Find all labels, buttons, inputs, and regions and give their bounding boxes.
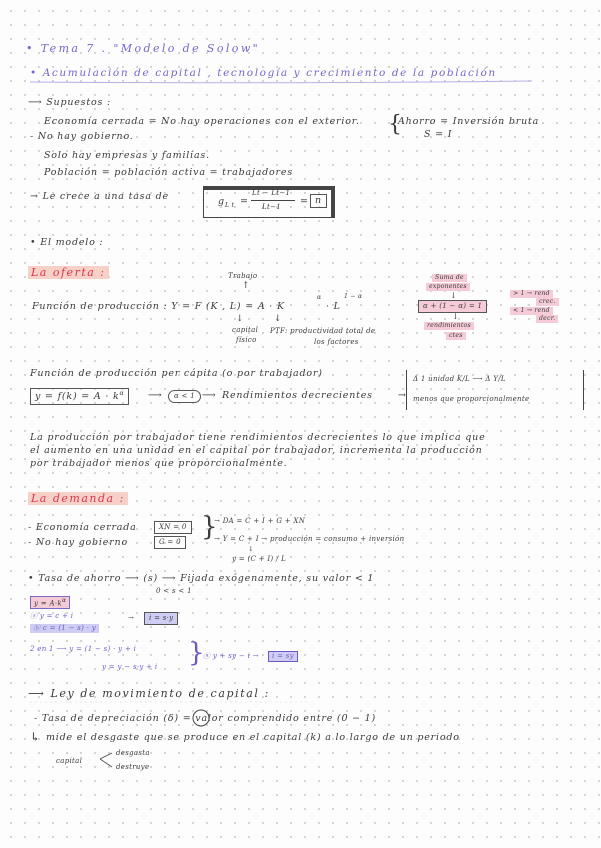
demand-eq-line-3: y = (C + I) / L: [232, 555, 287, 563]
y-eq-text: y = A·k: [34, 599, 62, 608]
label-b-equation: ⓑ c = (1 − s) · y: [30, 624, 99, 633]
paragraph-line-1: La producción por trabajador tiene rendimientos decrecientes lo que implica que: [30, 432, 486, 443]
xn-box: XN = 0: [154, 521, 192, 534]
growth-formula-sub: L t: [225, 202, 235, 209]
only-firms-text: Solo hay empresas y familias.: [44, 150, 210, 161]
arrow-right-icon: →: [398, 390, 407, 401]
growth-rate-text: → Le crece a una tasa de: [30, 191, 169, 202]
page-subtitle: • Acumulación de capital , tecnología y crecimiento de la población: [30, 67, 497, 79]
wears-word: desgasta: [116, 749, 150, 757]
s-equals-i: S = I: [424, 129, 453, 140]
savings-rate-text: • Tasa de ahorro ⟶ (s) ⟶ Fijada exógenamente, su valor < 1: [28, 573, 375, 584]
aside-line-1: Δ 1 unidad K/L ⟶ Δ Y/L: [413, 375, 506, 383]
savings-range: 0 < s < 1: [156, 587, 192, 595]
rend-decr-label-2: decr.: [536, 315, 558, 323]
growth-formula-numerator: Lt − Lt−1: [252, 189, 291, 197]
arrow-down-icon: ↓: [274, 314, 283, 324]
two-in-one-line: 2 en 1 ⟶ y = (1 − s) · y + i: [30, 645, 137, 653]
curly-brace-icon: }: [201, 512, 219, 542]
demand-eq-line-2: → Y = C + I → producción = consumo + inversión: [214, 535, 405, 543]
arrow-down-icon: ↓: [452, 312, 460, 321]
label-a-equation: ⓐ y = c + i: [30, 612, 74, 620]
page-title: • Tema 7 . "Modelo de Solow": [26, 42, 261, 55]
destroys-word: destruye: [116, 763, 150, 771]
g-box: G = 0: [154, 536, 186, 549]
per-capita-title: Función de producción per cápita (o por trabajador): [30, 368, 323, 379]
i-equals-sy: i = s·y: [144, 612, 178, 625]
arrow-down-icon: ↓: [248, 545, 255, 553]
per-capita-formula-text: y = f(k) = A · k: [35, 391, 120, 403]
oferta-heading: La oferta :: [28, 266, 109, 279]
demand-eq-line-1: → DA = C + I + G + XN: [214, 517, 306, 525]
closed-economy-demand: - Economía cerrada: [28, 522, 137, 533]
exponent-sum-box: α + (1 − α) = 1: [418, 300, 487, 313]
paragraph-line-3: por trabajador menos que proporcionalmente.: [30, 458, 288, 469]
diminishing-returns: Rendimientos decrecientes: [222, 390, 373, 401]
no-government-demand: - No hay gobierno: [28, 537, 128, 548]
exp-one-minus-alpha: 1 − α: [344, 293, 363, 300]
sum-exponents-label: Suma de: [432, 274, 467, 282]
wear-text: mide el desgaste que se produce en el capital (k) a lo largo de un periodo: [46, 732, 460, 743]
const-returns-label: rendimientos: [424, 322, 474, 330]
depreciation-text: - Tasa de depreciación (δ) = valor comprendido entre (0 − 1): [34, 713, 377, 724]
rend-decr-label: < 1 → rend: [510, 307, 553, 315]
curved-arrow-icon: ↳: [30, 730, 41, 744]
arrow-up-icon: ↑: [242, 281, 251, 291]
ley-heading: ⟶ Ley de movimiento de capital :: [28, 687, 270, 700]
modelo-heading: • El modelo :: [30, 237, 104, 248]
capital-label: capital: [232, 326, 259, 334]
arrow-down-icon: ↓: [450, 291, 458, 300]
growth-formula-g: g: [218, 196, 225, 207]
exp-L: · L: [326, 301, 341, 312]
closed-economy-text: Economía cerrada = No hay operaciones con el exterior.: [44, 116, 360, 127]
arrow-right-icon: →: [128, 614, 135, 622]
y-eq-exp: α: [61, 597, 67, 604]
result-left: ⓧ y + sy − i →: [203, 652, 259, 660]
curly-brace-icon: {: [388, 112, 403, 137]
rend-crec-label-2: crec.: [536, 298, 559, 306]
capital-physical-label: físico: [236, 336, 257, 344]
production-function: Función de producción : Y = F (K , L) = A · K: [32, 301, 285, 312]
rend-crec-label: > 1 → rend: [510, 290, 553, 298]
capital-word: capital: [56, 757, 83, 765]
result-box: i = sy: [268, 651, 298, 662]
growth-formula-box: g L t = Lt − Lt−1 Lt−1 = n: [203, 186, 335, 218]
exp-alpha: α: [317, 294, 322, 301]
supuestos-heading: ⟶ Supuestos :: [28, 97, 111, 108]
ptf-label: PTF: productividad total de: [270, 327, 376, 335]
curly-brace-icon: }: [188, 638, 206, 668]
aside-line-2: menos que proporcionalmente: [413, 395, 530, 403]
y-expanded-line: y = y − s·y + i: [102, 663, 158, 671]
no-government-text: - No hay gobierno.: [30, 131, 134, 142]
alpha-lt-one: α < 1: [168, 390, 201, 403]
sum-exponents-label-2: exponentes: [426, 283, 470, 291]
arrow-down-icon: ↓: [236, 314, 245, 324]
growth-formula-denominator: Lt−1: [262, 203, 281, 211]
demanda-heading: La demanda :: [28, 492, 128, 505]
per-capita-exp: α: [119, 390, 124, 397]
savings-equals-investment: Ahorro = Inversión bruta: [398, 116, 540, 127]
arrow-right-icon: ⟶: [202, 390, 217, 401]
population-text: Población = población activa = trabajadores: [44, 167, 293, 178]
arrow-right-icon: ⟶: [148, 390, 163, 401]
paragraph-line-2: el aumento en una unidad en el capital por trabajador, incrementa la producción: [30, 445, 483, 456]
const-returns-label-2: ctes: [446, 332, 466, 340]
ptf-label-2: los factores: [314, 338, 359, 346]
growth-formula-n: n: [310, 194, 327, 208]
tech-label: Trabajo: [228, 272, 258, 280]
